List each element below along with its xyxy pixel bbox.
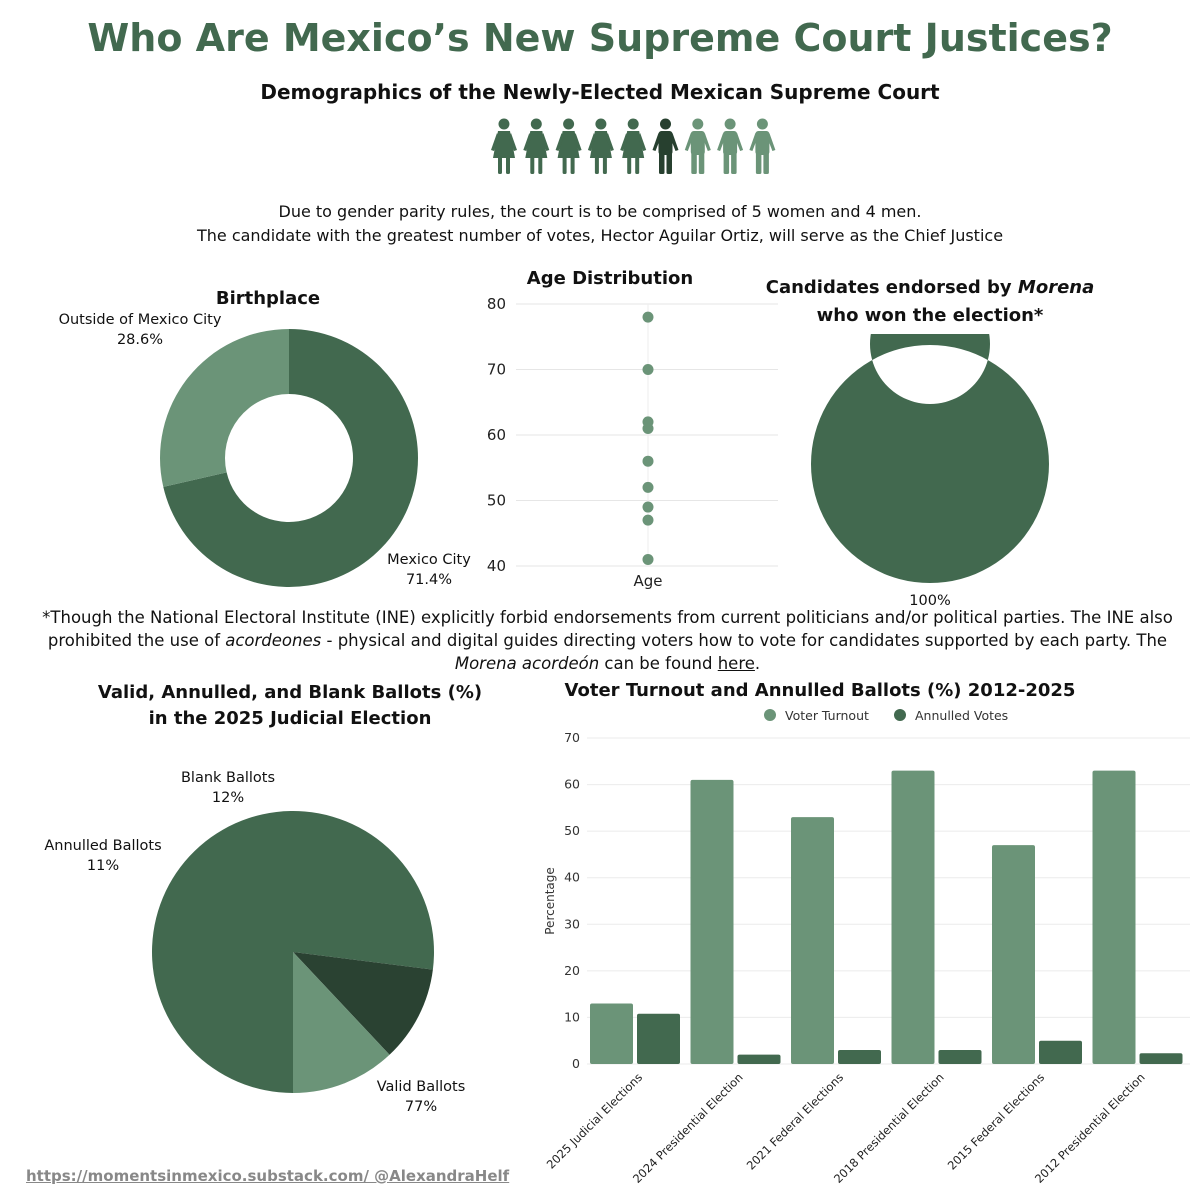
age-data-point: [643, 554, 654, 565]
age-ytick-label: 60: [486, 426, 506, 444]
ballots-title-line2: in the 2025 Judicial Election: [148, 708, 432, 729]
turnout-xtick-label: 2018 Presidential Election: [830, 1070, 947, 1186]
ballots-label-blank-value: 12%: [211, 790, 245, 806]
morena-title-part1: Candidates endorsed by: [765, 277, 1018, 298]
footnote-italic1: acordeones: [225, 631, 322, 650]
ballots-pie-chart: [140, 800, 445, 1105]
footnote-italic2: Morena acordeón: [454, 654, 600, 673]
age-ytick-label: 50: [486, 491, 506, 510]
age-ytick-label: 40: [486, 557, 506, 575]
morena-title-part2: who won the election*: [816, 305, 1044, 326]
ballots-chart-title: [80, 680, 500, 732]
legend-marker: [764, 709, 776, 721]
footnote-part3: can be found: [599, 654, 718, 673]
person-icon: [749, 119, 775, 175]
morena-label-value: 100%: [909, 593, 951, 609]
turnout-bar: [939, 1050, 982, 1064]
ballots-label-blank: [158, 768, 298, 808]
person-icon: [491, 119, 517, 175]
turnout-ytick-label: 10: [564, 1009, 580, 1025]
turnout-ytick-label: 60: [564, 776, 580, 792]
turnout-xtick-label: 2012 Presidential Election: [1031, 1070, 1148, 1186]
birthplace-label-outside-name: Outside of Mexico City: [58, 312, 222, 328]
person-icon: [523, 119, 549, 175]
turnout-bar: [791, 817, 834, 1064]
turnout-bar: [1039, 1041, 1082, 1064]
turnout-ytick-label: 70: [564, 730, 580, 745]
turnout-bar-chart: [520, 700, 1200, 1195]
turnout-bar: [1093, 771, 1136, 1064]
age-data-point: [643, 364, 654, 375]
intro-text-line1: Due to gender parity rules, the court is to be comprised of 5 women and 4 men.: [278, 202, 922, 221]
legend-label: Voter Turnout: [785, 708, 869, 723]
page-subtitle: Demographics of the Newly-Elected Mexican Supreme Court: [260, 80, 940, 104]
morena-donut-chart: [800, 334, 1060, 594]
ballots-label-valid-value: 77%: [404, 1099, 438, 1115]
age-data-point: [643, 502, 654, 513]
morena-title-italic: Morena: [1017, 277, 1095, 298]
justices-icon-row: [486, 118, 782, 178]
age-dot-plot: [470, 292, 790, 597]
ballots-label-annulled-value: 11%: [86, 858, 120, 874]
person-icon: [717, 119, 743, 175]
turnout-bar: [590, 1003, 633, 1064]
birthplace-label-cdmx-value: 71.4%: [405, 572, 453, 588]
page-title: Who Are Mexico’s New Supreme Court Justices?: [87, 16, 1113, 60]
person-icon: [653, 119, 679, 175]
age-data-point: [643, 312, 654, 323]
turnout-ytick-label: 50: [564, 823, 580, 839]
turnout-ytick-label: 20: [564, 962, 580, 978]
turnout-bar: [691, 780, 734, 1064]
turnout-chart-title: Voter Turnout and Annulled Ballots (%) 2012-2025: [564, 680, 1076, 701]
age-data-point: [643, 423, 654, 434]
person-icon: [620, 119, 646, 175]
age-data-point: [643, 456, 654, 467]
turnout-ytick-label: 30: [564, 916, 580, 932]
person-icon: [685, 119, 711, 175]
birthplace-label-cdmx-name: Mexico City: [387, 552, 471, 568]
ballots-label-annulled: [28, 836, 178, 876]
birthplace-slice-1: [160, 329, 289, 487]
age-ytick-label: 70: [486, 360, 506, 379]
turnout-bar: [838, 1050, 881, 1064]
age-ytick-label: 80: [486, 295, 506, 313]
age-category-label: Age: [633, 572, 663, 590]
person-icon: [588, 119, 614, 175]
age-data-point: [643, 515, 654, 526]
turnout-bar: [738, 1055, 781, 1064]
morena-chart-title: [740, 274, 1120, 330]
age-data-point: [643, 482, 654, 493]
birthplace-label-outside-value: 28.6%: [116, 332, 164, 348]
ballots-label-blank-name: Blank Ballots: [180, 770, 276, 786]
ballots-title-line1: Valid, Annulled, and Blank Ballots (%): [97, 682, 483, 703]
turnout-xtick-label: 2015 Federal Elections: [944, 1070, 1048, 1173]
turnout-yaxis-label: Percentage: [543, 867, 557, 935]
ballots-label-annulled-name: Annulled Ballots: [44, 838, 162, 854]
turnout-xtick-label: 2021 Federal Elections: [743, 1070, 847, 1173]
birthplace-label-cdmx: [374, 550, 484, 590]
turnout-bar: [892, 771, 935, 1064]
person-icon: [556, 119, 582, 175]
ballots-label-valid-name: Valid Ballots: [376, 1079, 466, 1095]
turnout-xtick-label: 2024 Presidential Election: [629, 1070, 746, 1186]
intro-text-line2: The candidate with the greatest number of votes, Hector Aguilar Ortiz, will serve as the Chief Justice: [196, 226, 1004, 245]
turnout-ytick-label: 40: [564, 869, 580, 885]
turnout-ytick-label: 0: [572, 1056, 580, 1071]
morena-slice-0: [811, 334, 1049, 583]
turnout-bar: [992, 845, 1035, 1064]
age-chart-title: Age Distribution: [526, 268, 694, 289]
footnote-part2: - physical and digital guides directing voters how to vote for candidates supported by each party. The: [321, 631, 1168, 650]
turnout-xtick-label: 2025 Judicial Elections: [543, 1070, 646, 1172]
footnote-here-link[interactable]: here: [717, 654, 755, 673]
ballots-label-valid: [356, 1077, 486, 1117]
legend-label: Annulled Votes: [915, 708, 1009, 723]
legend-marker: [894, 709, 906, 721]
footnote-part4: .: [754, 654, 761, 673]
footnote-part1: *Though the National Electoral Institute (INE) explicitly forbid endorsements from current politicians and/or political parties. The INE also prohibited the use of: [42, 608, 1173, 650]
birthplace-label-outside: [30, 310, 250, 350]
footnote: [20, 606, 1195, 675]
turnout-bar: [1140, 1053, 1183, 1064]
footer-source-link[interactable]: https://momentsinmexico.substack.com/ @AlexandraHelf: [26, 1167, 510, 1185]
birthplace-chart-title: Birthplace: [215, 288, 321, 309]
turnout-bar: [637, 1014, 680, 1064]
